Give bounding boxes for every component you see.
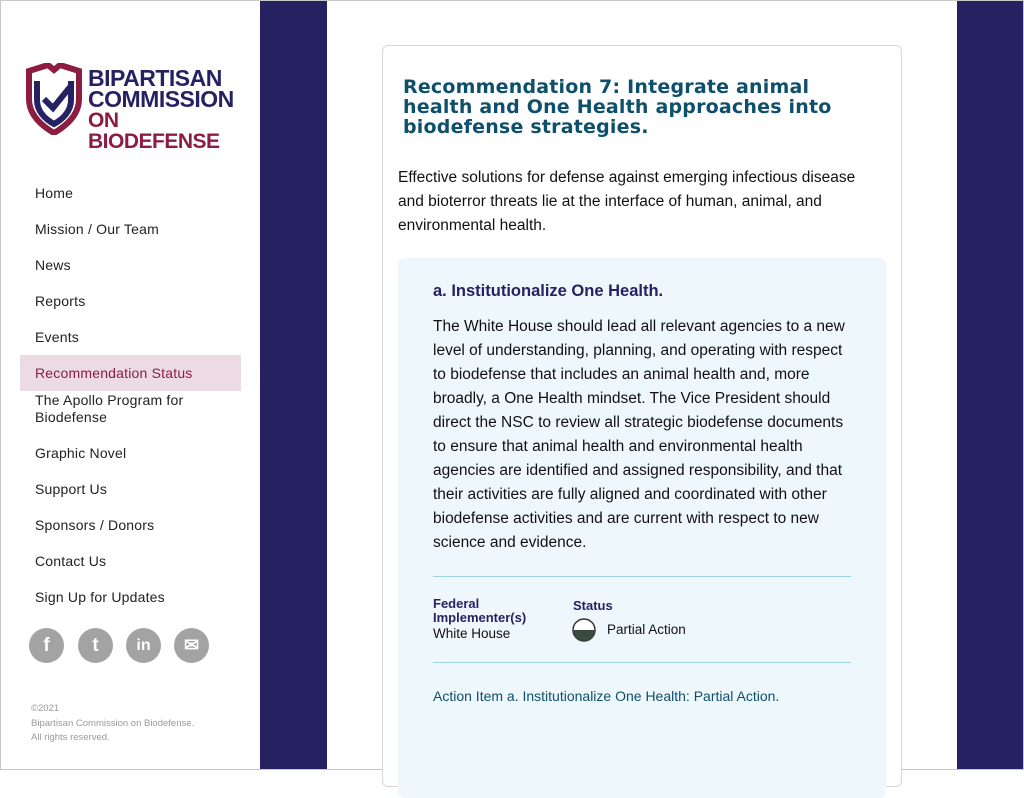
nav-item-sponsors-donors[interactable]: Sponsors / Donors bbox=[35, 517, 155, 533]
brand-line-2: COMMISSION bbox=[88, 86, 234, 112]
brand-logo[interactable] bbox=[26, 63, 241, 153]
nav-item-home[interactable]: Home bbox=[35, 185, 74, 201]
status-label: Status bbox=[573, 598, 613, 613]
brand-line-1: BIPARTISAN bbox=[88, 65, 222, 91]
sidebar bbox=[1, 1, 260, 769]
action-item-summary: Action Item a. Institutionalize One Health: Partial Action. bbox=[433, 688, 780, 704]
divider bbox=[433, 662, 851, 663]
action-item-title: a. Institutionalize One Health. bbox=[433, 282, 664, 300]
nav-item-mission-our-team[interactable]: Mission / Our Team bbox=[35, 221, 159, 237]
nav-item-recommendation-status[interactable]: Recommendation Status bbox=[20, 355, 241, 391]
main-nav bbox=[20, 175, 241, 615]
nav-item-apollo-program[interactable]: The Apollo Program for Biodefense bbox=[35, 392, 184, 425]
status-value: Partial Action bbox=[607, 622, 686, 637]
footer-org: Bipartisan Commission on Biodefense. bbox=[31, 717, 195, 729]
twitter-icon[interactable]: t bbox=[78, 628, 113, 663]
recommendation-intro: Effective solutions for defense against emerging infectious disease and bioterror threats lie at the interface of human, animal, and environmental health. bbox=[398, 169, 856, 234]
divider bbox=[433, 576, 851, 577]
facebook-icon[interactable]: f bbox=[29, 628, 64, 663]
partial-action-status-icon bbox=[572, 618, 596, 642]
action-item-body: The White House should lead all relevant agencies to a new level of understanding, planning, and operating with respect to biodefense that includes an animal health and, more broadly, a One Health mindset. The Vice President should direct the NSC to review all strategic biodefense documents to ensure that animal health and environmental health agencies are identified and assigned responsibility, and that their activities are fully aligned and coordinated with other biodefense activities and are current with respect to new science and evidence. bbox=[433, 318, 845, 551]
linkedin-icon[interactable]: in bbox=[126, 628, 161, 663]
footer-copyright bbox=[31, 702, 194, 746]
recommendation-heading: Recommendation 7: Integrate animal health and One Health approaches into biodefense strategies. bbox=[403, 76, 832, 138]
nav-item-contact-us[interactable]: Contact Us bbox=[35, 553, 107, 569]
left-color-band bbox=[260, 1, 327, 769]
nav-item-news[interactable]: News bbox=[35, 257, 71, 273]
nav-item-sign-up[interactable]: Sign Up for Updates bbox=[35, 589, 165, 605]
brand-line-3: ON BIODEFENSE bbox=[88, 109, 220, 153]
action-item-panel bbox=[398, 258, 886, 798]
right-color-band bbox=[957, 1, 1023, 769]
nav-item-events[interactable]: Events bbox=[35, 329, 79, 345]
nav-item-reports[interactable]: Reports bbox=[35, 293, 86, 309]
shield-logo-icon bbox=[26, 63, 82, 135]
implementers-value: White House bbox=[433, 626, 511, 641]
implementers-label: Federal Implementer(s) bbox=[433, 596, 527, 625]
footer-year: ©2021 bbox=[31, 703, 60, 714]
nav-item-support-us[interactable]: Support Us bbox=[35, 481, 108, 497]
recommendation-card bbox=[382, 45, 902, 787]
email-icon[interactable]: ✉ bbox=[174, 628, 209, 663]
nav-item-graphic-novel[interactable]: Graphic Novel bbox=[35, 445, 127, 461]
footer-rights: All rights reserved. bbox=[31, 732, 110, 743]
